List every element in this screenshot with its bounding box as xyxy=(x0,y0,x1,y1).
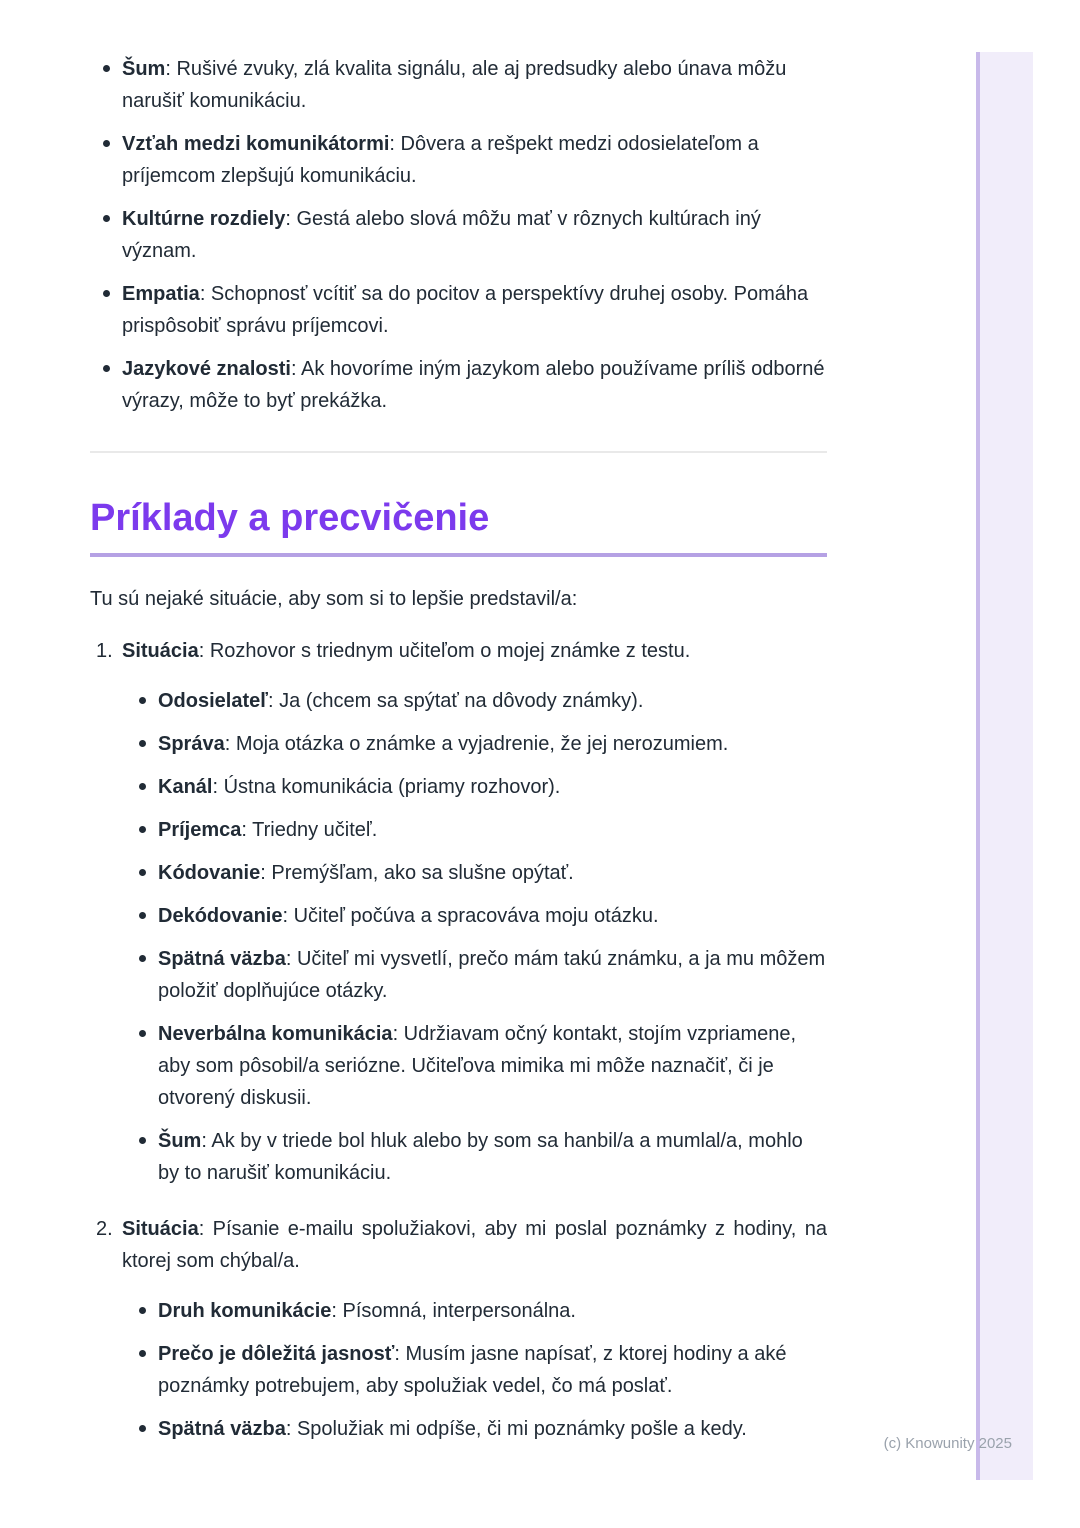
term-label: Vzťah medzi komunikátormi xyxy=(122,133,390,155)
list-item xyxy=(126,1413,827,1445)
term-label: Príjemca xyxy=(158,819,242,841)
term-definition: : Ak by v triede bol hluk alebo by som sa hanbil/a a mumlal/a, mohlo by to narušiť komunikáciu. xyxy=(158,1130,803,1184)
term-definition: : Premýšľam, ako sa slušne opýtať. xyxy=(260,862,574,884)
list-item xyxy=(90,353,827,417)
situations-list xyxy=(90,635,827,1445)
bullet-icon xyxy=(139,1425,146,1432)
list-number: 1. xyxy=(96,640,113,662)
list-item xyxy=(126,685,827,717)
section-title: Príklady a precvičenie xyxy=(90,497,490,539)
bullet-icon xyxy=(139,1030,146,1037)
list-item xyxy=(126,1338,827,1402)
term-definition: : Rušivé zvuky, zlá kvalita signálu, ale aj predsudky alebo únava môžu narušiť komunikáciu. xyxy=(122,58,787,112)
term-definition: : Ja (chcem sa spýtať na dôvody známky). xyxy=(267,690,644,712)
list-item xyxy=(90,278,827,342)
term-label: Šum xyxy=(158,1130,202,1152)
list-item xyxy=(126,728,827,760)
bullet-icon xyxy=(139,1350,146,1357)
bullet-icon xyxy=(103,365,110,372)
bullet-icon xyxy=(139,697,146,704)
bullet-icon xyxy=(139,740,146,747)
term-definition: : Gestá alebo slová môžu mať v rôznych kultúrach iný význam. xyxy=(122,208,761,262)
term-definition: : Schopnosť vcítiť sa do pocitov a perspektívy druhej osoby. Pomáha prispôsobiť správu príjemcovi. xyxy=(122,283,809,337)
term-label: Neverbálna komunikácia xyxy=(158,1023,393,1045)
term-label: Druh komunikácie xyxy=(158,1300,332,1322)
page-edge-strip xyxy=(976,52,1033,1480)
term-definition: : Ak hovoríme iným jazykom alebo používame príliš odborné výrazy, môže to byť prekážka. xyxy=(122,358,825,412)
term-label: Spätná väzba xyxy=(158,1418,286,1440)
term-label: Situácia xyxy=(122,640,199,662)
list-item xyxy=(90,203,827,267)
term-label: Kódovanie xyxy=(158,862,261,884)
term-label: Správa xyxy=(158,733,225,755)
term-definition: : Triedny učiteľ. xyxy=(241,819,378,841)
situation-item xyxy=(90,635,827,1189)
bullet-icon xyxy=(103,65,110,72)
list-item xyxy=(126,900,827,932)
term-label: Spätná väzba xyxy=(158,948,286,970)
term-definition: : Udržiavam očný kontakt, stojím vzpriamene, aby som pôsobil/a seriózne. Učiteľova mimika mi môže naznačiť, či je otvorený diskusii. xyxy=(158,1023,797,1109)
list-item xyxy=(90,128,827,192)
term-definition: : Písomná, interpersonálna. xyxy=(331,1300,576,1322)
term-label: Prečo je dôležitá jasnosť xyxy=(158,1343,395,1365)
term-label: Šum xyxy=(122,58,166,80)
term-label: Empatia xyxy=(122,283,200,305)
list-item xyxy=(126,1125,827,1189)
term-label: Situácia xyxy=(122,1218,199,1240)
document-content xyxy=(90,0,827,1469)
term-definition: : Písanie e-mailu spolužiakovi, aby mi poslal poznámky z hodiny, na ktorej som chýbal/a. xyxy=(122,1218,827,1272)
communication-factors-list xyxy=(90,53,827,417)
situation-points xyxy=(126,1295,827,1445)
situation-points xyxy=(126,685,827,1189)
list-item xyxy=(126,857,827,889)
bullet-icon xyxy=(139,826,146,833)
term-label: Odosielateľ xyxy=(158,690,268,712)
title-underline xyxy=(90,553,827,557)
term-definition: : Dôvera a rešpekt medzi odosielateľom a príjemcom zlepšujú komunikáciu. xyxy=(122,133,759,187)
section-divider xyxy=(90,451,827,453)
list-item xyxy=(126,1018,827,1114)
term-label: Dekódovanie xyxy=(158,905,283,927)
term-definition: : Učiteľ počúva a spracováva moju otázku. xyxy=(282,905,659,927)
term-definition: : Musím jasne napísať, z ktorej hodiny a aké poznámky potrebujem, aby spolužiak vedel, čo má poslať. xyxy=(158,1343,787,1397)
term-definition: : Rozhovor s triednym učiteľom o mojej známke z testu. xyxy=(198,640,691,662)
term-definition: : Učiteľ mi vysvetlí, prečo mám takú známku, a ja mu môžem položiť doplňujúce otázky. xyxy=(158,948,826,1002)
list-item xyxy=(126,943,827,1007)
list-item xyxy=(126,814,827,846)
section-intro: Tu sú nejaké situácie, aby som si to lepšie predstavil/a: xyxy=(90,588,578,610)
term-label: Kanál xyxy=(158,776,213,798)
situation-heading xyxy=(90,1213,827,1277)
situation-item xyxy=(90,1213,827,1445)
term-definition: : Ústna komunikácia (priamy rozhovor). xyxy=(212,776,561,798)
bullet-icon xyxy=(139,1137,146,1144)
bullet-icon xyxy=(103,140,110,147)
bullet-icon xyxy=(139,912,146,919)
term-label: Kultúrne rozdiely xyxy=(122,208,286,230)
list-item xyxy=(126,1295,827,1327)
bullet-icon xyxy=(103,290,110,297)
list-number: 2. xyxy=(96,1218,113,1240)
bullet-icon xyxy=(139,1307,146,1314)
copyright-note: (c) Knowunity 2025 xyxy=(883,1435,1012,1452)
situation-heading xyxy=(90,635,827,667)
bullet-icon xyxy=(103,215,110,222)
bullet-icon xyxy=(139,869,146,876)
bullet-icon xyxy=(139,955,146,962)
term-definition: : Spolužiak mi odpíše, či mi poznámky pošle a kedy. xyxy=(285,1418,747,1440)
term-label: Jazykové znalosti xyxy=(122,358,291,380)
bullet-icon xyxy=(139,783,146,790)
list-item xyxy=(126,771,827,803)
list-item xyxy=(90,53,827,117)
term-definition: : Moja otázka o známke a vyjadrenie, že jej nerozumiem. xyxy=(224,733,729,755)
